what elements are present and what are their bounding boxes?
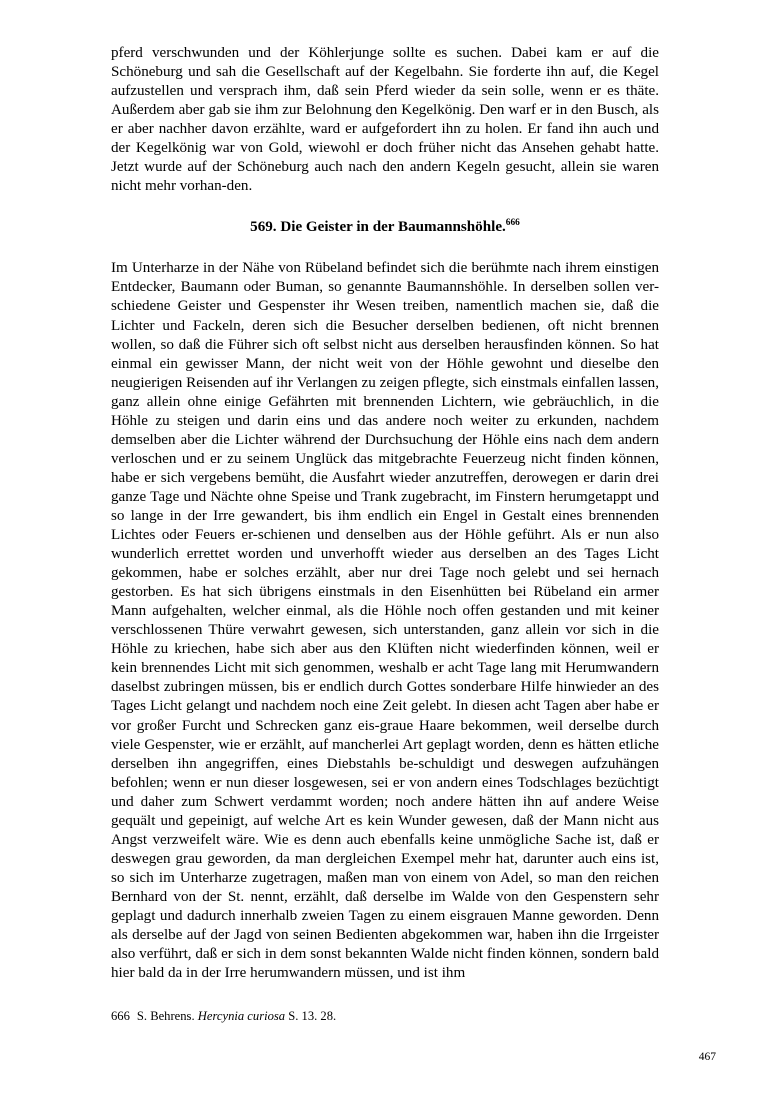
section-heading-block [111, 218, 659, 237]
heading-footnote-marker: 666 [505, 218, 520, 229]
footnote-source-title: Hercynia curiosa [197, 1009, 286, 1023]
paragraph-main-story: Im Unterharze in der Nähe von Rübeland befindet sich die berühmte nach ihrem einstigen Entdecker, Baumann oder Buman, so genannte Baumannshöhle. In derselben sollen ver-schiedene Geister und Gespenster ihr Wesen treiben, namentlich machen sie, daß die Lichter und Fackeln, deren sich die Besucher derselben bedienen, oft nicht brennen wollen, so daß die Führer sich oft selbst nicht aus derselben herausfinden können. So hat einmal ein gewisser Mann, der nicht weit von der Höhle gewohnt und dieselbe den neugierigen Reisenden auf ihr Verlangen zu zeigen pflegte, sich einstmals einfallen lassen, ganz allein ohne einige Gefährten mit brennenden Lichtern, wie gebräuchlich, in die Höhle zu steigen und darin eins und das andere noch weiter zu erkunden, nachdem demselben aber die Lichter während der Durchsuchung der Höhle eins nach dem andern verloschen und er zu seinem Unglück das mitgebrachte Feuerzeug nicht finden können, habe er sich vergebens bemüht, die Ausfahrt wieder anzutreffen, derowegen er darin drei ganze Tage und Nächte ohne Speise und Trank zugebracht, im Finstern herumgetappt und so lange in der Irre gewandert, bis ihm endlich ein Engel in Gestalt eines brennenden Lichtes oder Feuers er-schienen und denselben aus der Höhle geführt. Als er nun also wunderlich errettet worden und unverhofft wieder aus derselben an des Tages Licht gekommen, habe er solches erzählt, aber nur drei Tage noch gelebt und sei hernach gestorben. Es hat sich übrigens einstmals in den Eisenhütten bei Rübeland ein armer Mann aufgehalten, welcher einmal, als die Höhle noch offen gestanden und mit keiner verschlossenen Thüre verwahrt gewesen, sich unterstanden, ganz allein vor sich in die Höhle zu kriechen, habe sich aber aus den Klüften nicht wiederfinden können, weil er kein brennendes Licht mit sich genommen, weshalb er acht Tage lang mit Herumwandern daselbst zubringen müssen, bis er endlich durch Gottes sonderbare Hilfe hinwieder an des Tages Licht gelangt und nachdem noch eine Zeit gelebt. In diesen acht Tagen aber habe er vor großer Furcht und Schrecken ganz eis-graue Haare bekommen, weil derselbe durch viele Gespenster, wie er erzählt, auf mancherlei Art geplagt worden, denn es hätten etliche derselben ihn angegriffen, eines Diebstahls be-schuldigt und deswegen aufzuhängen befohlen; wenn er nun dieser losgewesen, sei er von andern eines Todschlages bezüchtigt und daher zum Schwert verdammt worden; noch andere hätten ihn auf andere Weise gequält und gepeinigt, auf welche Art es kein Wunder gewesen, daß der Mann nicht aus Angst verzweifelt wäre. Wie es denn auch ebenfalls keine unmögliche Sache ist, daß er deswegen grau geworden, da man dergleichen Exempel mehr hat, darunter auch eins ist, so sich im Unterharze zugetragen, maßen man von einem von Adel, so man den reichen Bernhard von der St. nennt, erzählt, daß derselbe im Walde von den Gespenstern sehr geplagt und dadurch innerhalb zweien Tagen zu einem eisgrauen Manne geworden. Denn als derselbe auf der Jagd von seinen Bedienten abgekommen war, haben ihn die Irrgeister also verführt, daß er sich in dem sonst bekannten Walde nicht finden können, sondern bald hier bald da in der Irre herumwandern müssen, und ist ihm [111, 260, 659, 982]
section-heading-text: 569. Die Geister in der Baumannshöhle. [250, 219, 506, 236]
paragraph-continuation: pferd verschwunden und der Köhlerjunge sollte es suchen. Dabei kam er auf die Schöneburg und sah die Gesellschaft auf der Kegelbahn. Sie forderte ihn auf, die Kegel aufzustellen und versprach ihm, daß sein Pferd wieder da sein solle, wenn er es thäte. Außerdem aber gab sie ihm zur Belohnung den Kegelkönig. Den warf er in den Busch, als er aber nachher davon erzählte, ward er aufgefordert ihn zu holen. Er fand ihn auch und der Kegelkönig war von Gold, wiewohl er doch früher nicht das Ansehen gehabt hatte. Jetzt wurde auf der Schöneburg auch nach den andern Kegeln gesucht, allein sie waren nicht mehr vorhan-den. [111, 45, 659, 195]
page-title [111, 218, 659, 237]
footnote-entry [111, 1008, 671, 1024]
footnote-area [111, 1008, 671, 1024]
footnote-text-after: S. 13. 28. [285, 1009, 337, 1023]
page-content [111, 44, 659, 983]
footnote-number: 666 [111, 1009, 130, 1023]
footnote-text-before: S. Behrens. [136, 1009, 198, 1023]
page-number: 467 [698, 1051, 716, 1063]
